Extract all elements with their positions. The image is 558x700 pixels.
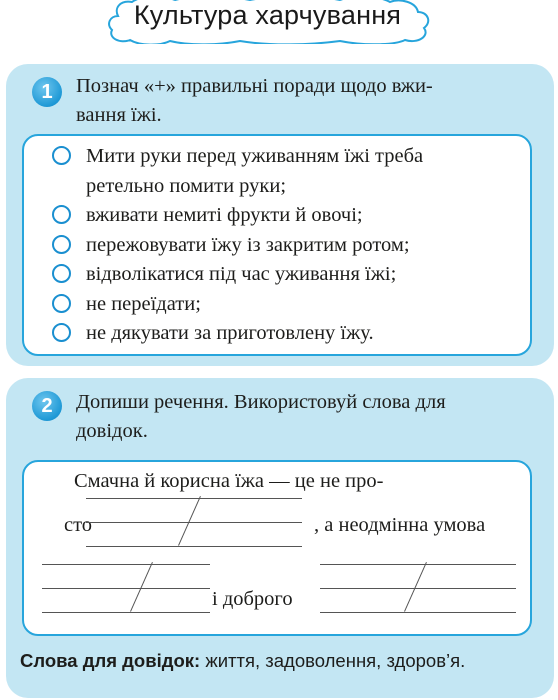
answer-line-divider [130, 562, 153, 612]
hint-words-list: життя, задоволення, здоров’я. [200, 650, 466, 671]
answer-line[interactable] [86, 546, 302, 547]
option-text: не дякувати за приготовлену їжу. [86, 322, 374, 344]
option-row [46, 172, 526, 202]
instruction-line: Познач «+» правильні поради щодо вжи- [76, 75, 433, 97]
hint-words [20, 650, 550, 672]
option-row [46, 319, 526, 349]
answer-line[interactable] [320, 588, 516, 589]
answer-line[interactable] [42, 588, 210, 589]
answer-line-divider [178, 496, 201, 546]
task-1-instruction [76, 72, 546, 130]
task-number-badge: 2 [32, 391, 62, 421]
hint-label: Слова для довідок: [20, 650, 201, 671]
sentence-part-2: сто [64, 514, 93, 536]
answer-line-divider [404, 562, 427, 612]
instruction-line: Допиши речення. Використовуй слова для [76, 391, 446, 413]
sentence-part-3: , а неодмінна умова [314, 514, 486, 536]
instruction-line: довідок. [76, 420, 148, 442]
option-row [46, 290, 526, 320]
options-list [46, 142, 526, 349]
sentence-part-4: і доброго [212, 588, 293, 610]
task-2-section [6, 378, 554, 698]
page-title: Культура харчування [133, 0, 402, 30]
answer-circle[interactable] [52, 294, 71, 313]
answer-line[interactable] [320, 612, 516, 613]
title-cloud [100, 0, 435, 44]
task-1-section [6, 64, 554, 366]
instruction-line: вання їжі. [76, 104, 162, 126]
answer-line[interactable] [42, 564, 210, 565]
option-text: пережовувати їжу із закритим ротом; [86, 233, 410, 256]
fill-in-panel [22, 460, 532, 636]
sentence-part-1: Смачна й корисна їжа — це не про- [74, 470, 384, 492]
answer-circle[interactable] [52, 264, 71, 283]
answer-line[interactable] [86, 522, 302, 523]
option-text: Мити руки перед уживанням їжі треба [86, 145, 424, 167]
option-row [46, 142, 526, 172]
options-panel [22, 134, 532, 356]
answer-circle[interactable] [52, 323, 71, 342]
option-text: відволікатися під час уживання їжі; [86, 263, 397, 285]
option-text: не переїдати; [86, 292, 201, 315]
option-row [46, 231, 526, 261]
answer-line[interactable] [320, 564, 516, 565]
task-number-badge: 1 [32, 77, 62, 107]
answer-circle[interactable] [52, 146, 71, 165]
answer-line[interactable] [86, 498, 302, 499]
answer-circle[interactable] [52, 205, 71, 224]
option-text: вживати немиті фрукти й овочі; [86, 204, 363, 226]
answer-line[interactable] [42, 612, 210, 613]
option-text: ретельно помити руки; [86, 174, 287, 197]
task-2-instruction [76, 388, 546, 446]
answer-circle[interactable] [52, 235, 71, 254]
option-row [46, 260, 526, 290]
option-row [46, 201, 526, 231]
